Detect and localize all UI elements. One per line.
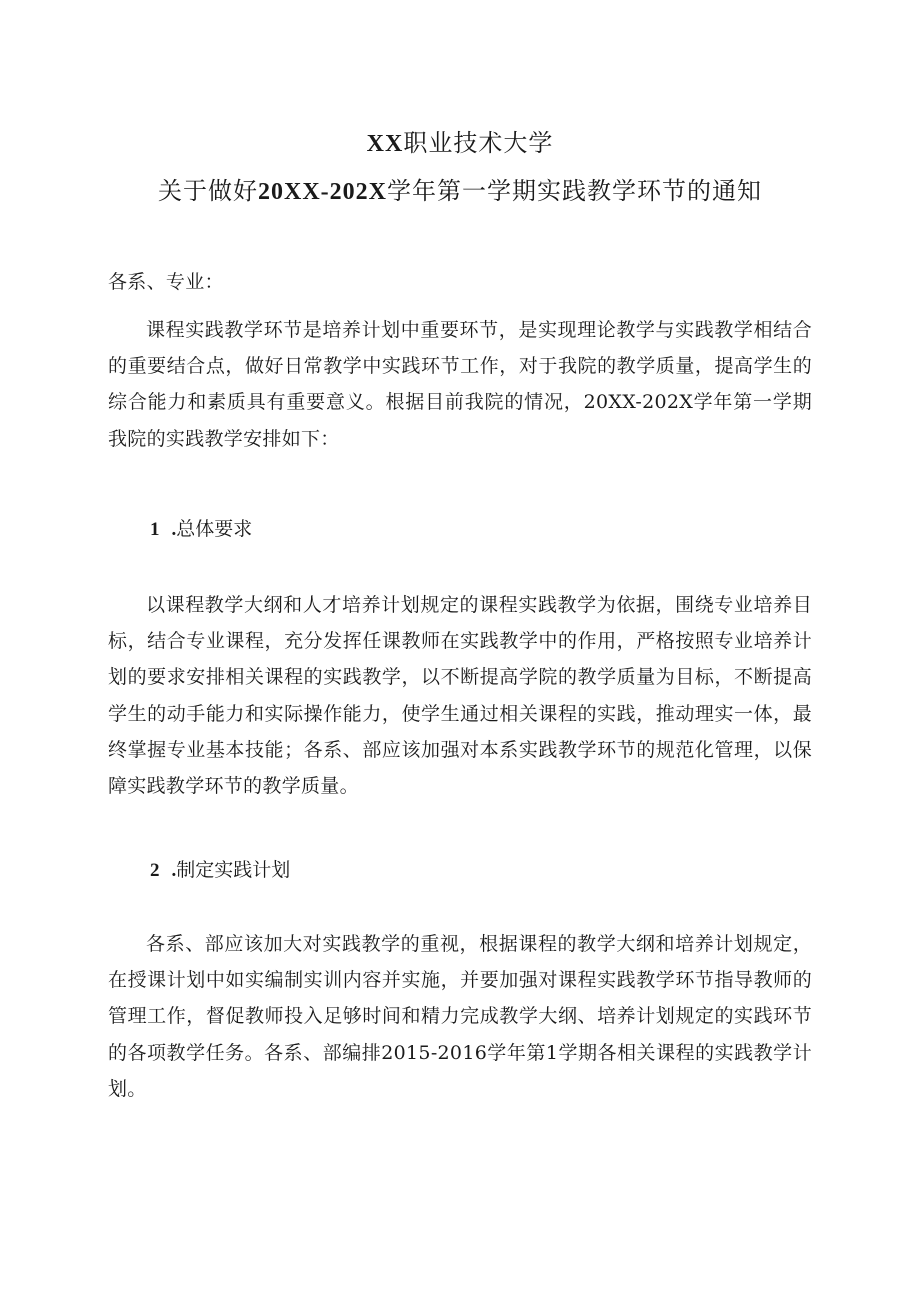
school-name: 职业技术大学: [403, 129, 554, 157]
section-number: 1: [150, 519, 160, 540]
salutation: 各系、专业：: [108, 271, 224, 293]
intro-paragraph: 课程实践教学环节是培养计划中重要环节，是实现理论教学与实践教学相结合的重要结合点，做好日常教学中实践环节工作，对于我院的教学质量，提高学生的综合能力和素质具有重要意义。根据目前我院的情况，20XX-202X学年第一学期我院的实践教学安排如下：: [108, 319, 812, 450]
section-heading-2: [150, 852, 290, 889]
section-title: 制定实践计划: [176, 859, 291, 881]
section-dot: .: [171, 860, 177, 881]
school-code: XX: [366, 131, 404, 157]
section-dot: .: [171, 519, 177, 540]
section-paragraph-2: 各系、部应该加大对实践教学的重视，根据课程的教学大纲和培养计划规定，在授课计划中如实编制实训内容并实施，并要加强对课程实践教学环节指导教师的管理工作，督促教师投入足够时间和精力完成教学大纲、培养计划规定的实践环节的各项教学任务。各系、部编排2015-2016学年第1学期各相关课程的实践教学计划。: [108, 933, 812, 1100]
title-prefix: 关于做好: [158, 177, 258, 205]
academic-year-code: 20XX-202X: [258, 179, 387, 205]
document-title-line1: [0, 123, 920, 158]
section-number: 2: [150, 860, 160, 881]
section-paragraph-1: 以课程教学大纲和人才培养计划规定的课程实践教学为依据，围绕专业培养目标，结合专业课程，充分发挥任课教师在实践教学中的作用，严格按照专业培养计划的要求安排相关课程的实践教学，以不断提高学院的教学质量为目标，不断提高学生的动手能力和实际操作能力，使学生通过相关课程的实践，推动理实一体，最终掌握专业基本技能；各系、部应该加强对本系实践教学环节的规范化管理，以保障实践教学环节的教学质量。: [108, 594, 812, 798]
document-title-line2: [0, 171, 920, 206]
section-heading-1: [150, 511, 252, 548]
section-title: 总体要求: [176, 518, 253, 540]
title-suffix: 学年第一学期实践教学环节的通知: [387, 177, 762, 205]
